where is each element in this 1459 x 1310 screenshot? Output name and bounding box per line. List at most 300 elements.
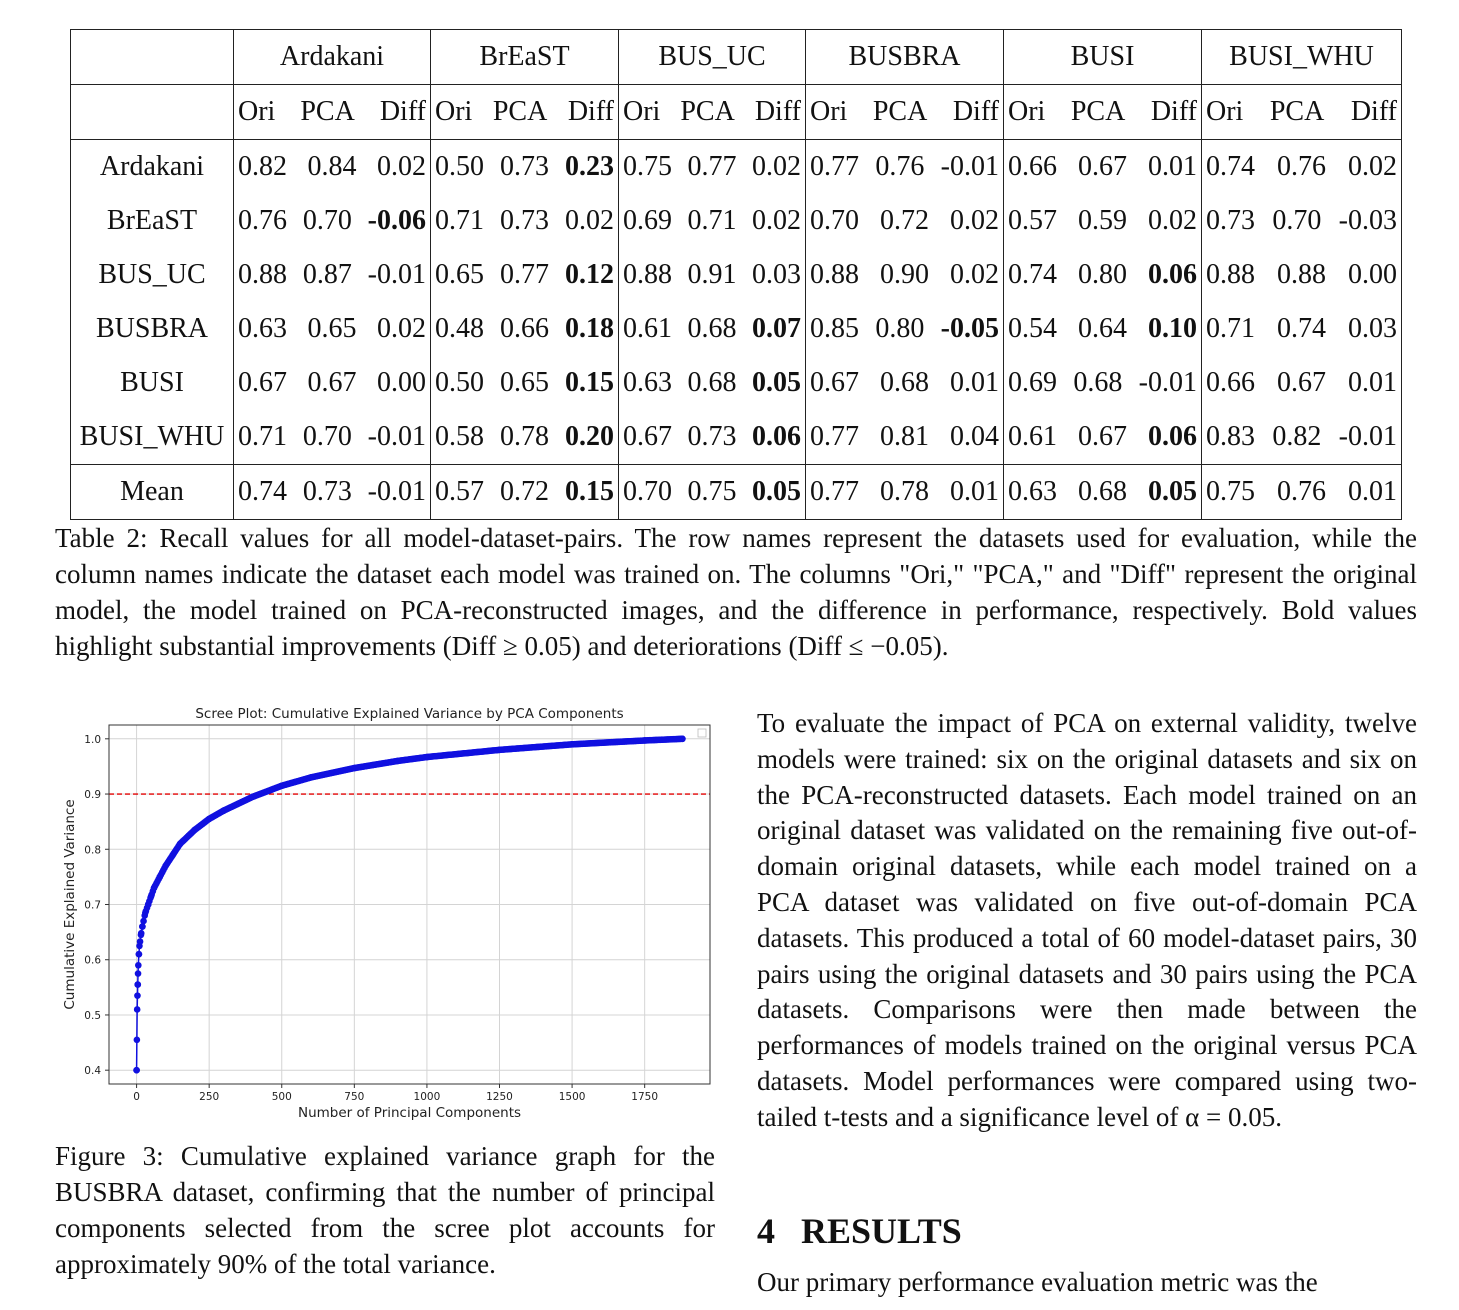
section-title: RESULTS <box>801 1211 962 1251</box>
diff-value: 0.03 <box>752 259 801 290</box>
pca-value: 0.74 <box>1277 313 1326 344</box>
pca-value: 0.76 <box>1277 151 1326 182</box>
value-group <box>234 356 431 410</box>
diff-value: 0.02 <box>752 151 801 182</box>
pca-value: 0.78 <box>880 476 929 507</box>
subheader-label: PCA <box>680 96 735 127</box>
corner-cell <box>71 30 234 85</box>
pca-value: 0.70 <box>302 421 352 452</box>
y-tick-label: 0.8 <box>84 844 101 857</box>
pca-value: 0.81 <box>880 421 929 452</box>
pca-value: 0.76 <box>1277 476 1326 507</box>
y-tick-label: 0.5 <box>84 1009 101 1022</box>
pca-value: 0.72 <box>500 476 549 507</box>
pca-value: 0.67 <box>307 367 357 398</box>
ori-value: 0.63 <box>238 313 287 344</box>
value-triplet <box>431 313 618 345</box>
value-group <box>1004 410 1202 465</box>
subheader-label: Diff <box>1150 96 1197 127</box>
value-group <box>431 465 619 520</box>
diff-value: -0.06 <box>367 205 426 236</box>
value-group <box>806 194 1004 248</box>
diff-value: 0.07 <box>752 313 801 344</box>
table-row <box>71 302 1402 356</box>
ori-value: 0.75 <box>623 151 672 182</box>
ori-value: 0.61 <box>623 313 672 344</box>
ori-value: 0.74 <box>1206 151 1255 182</box>
diff-value: 0.04 <box>950 421 999 452</box>
diff-value: 0.02 <box>752 205 801 236</box>
value-triplet <box>234 476 430 508</box>
pca-value: 0.72 <box>880 205 929 236</box>
pca-value: 0.71 <box>687 205 737 236</box>
x-axis-label: Number of Principal Components <box>297 1105 522 1121</box>
pca-value: 0.73 <box>302 476 352 507</box>
data-point <box>135 962 142 969</box>
pca-value: 0.64 <box>1078 313 1127 344</box>
diff-value: 0.15 <box>565 476 614 507</box>
ori-value: 0.71 <box>1206 313 1255 344</box>
ori-value: 0.74 <box>1008 259 1057 290</box>
subheader-group <box>619 85 806 140</box>
value-group <box>806 140 1004 195</box>
ori-value: 0.71 <box>238 421 287 452</box>
subheader-label: Ori <box>435 96 473 127</box>
value-group <box>806 410 1004 465</box>
value-group <box>619 302 806 356</box>
value-triplet <box>1202 421 1401 453</box>
section-heading <box>757 1210 962 1252</box>
ori-value: 0.85 <box>810 313 859 344</box>
value-triplet <box>234 367 430 399</box>
data-point <box>134 1037 141 1044</box>
diff-value: 0.23 <box>565 151 614 182</box>
pca-value: 0.67 <box>1277 367 1326 398</box>
ori-value: 0.73 <box>1206 205 1255 236</box>
value-group <box>619 194 806 248</box>
pca-value: 0.84 <box>307 151 357 182</box>
y-tick-label: 0.6 <box>84 954 101 967</box>
row-name: Mean <box>71 465 234 520</box>
data-point <box>134 992 141 999</box>
value-group <box>431 248 619 302</box>
subheader-label: PCA <box>1070 96 1126 127</box>
body-paragraph: To evaluate the impact of PCA on external validity, twelve models were trained: six on the original datasets and six on the PCA-reconstructed datasets. Each model trained on an original dataset was validated on the remaining five out-of-domain original datasets, while each model trained on a PCA dataset was validated on five out-of-domain PCA datasets. This produced a total of 60 model-dataset pairs, 30 pairs using the original datasets and 30 pairs using the PCA datasets. Comparisons were then made between the performances of models trained on the original versus PCA datasets. Model performances were compared using two-tailed t-tests and a significance level of α = 0.05. <box>757 708 1417 1132</box>
value-triplet <box>431 476 618 508</box>
value-triplet <box>806 476 1003 508</box>
subheader-label: PCA <box>872 96 928 127</box>
value-triplet <box>806 205 1003 237</box>
value-group <box>1202 356 1402 410</box>
diff-value: 0.02 <box>377 313 426 344</box>
ori-value: 0.74 <box>238 476 287 507</box>
row-name: BUSI_WHU <box>71 410 234 465</box>
pca-value: 0.67 <box>1078 421 1127 452</box>
diff-value: -0.01 <box>1338 421 1397 452</box>
value-group <box>431 302 619 356</box>
mean-row <box>71 465 1402 520</box>
ori-value: 0.69 <box>623 205 672 236</box>
train-set-header: BrEaST <box>431 30 619 85</box>
row-name: BrEaST <box>71 194 234 248</box>
diff-value: 0.02 <box>377 151 426 182</box>
value-group <box>619 465 806 520</box>
pca-value: 0.68 <box>687 367 737 398</box>
pca-value: 0.65 <box>307 313 357 344</box>
pca-value: 0.88 <box>1277 259 1326 290</box>
value-group <box>1202 465 1402 520</box>
value-group <box>234 140 431 195</box>
diff-value: 0.18 <box>565 313 614 344</box>
ori-value: 0.63 <box>1008 476 1057 507</box>
value-triplet <box>1004 367 1201 399</box>
figure-caption: Figure 3: Cumulative explained variance graph for the BUSBRA dataset, confirming that the number of principal components selected from the scree plot accounts for approximately 90% of the total variance. <box>55 1141 715 1279</box>
table-row <box>71 140 1402 195</box>
pca-value: 0.80 <box>1078 259 1127 290</box>
x-tick-label: 1000 <box>413 1091 441 1103</box>
data-point <box>136 951 143 958</box>
value-group <box>431 410 619 465</box>
recall-table <box>70 29 1402 520</box>
value-group <box>1202 194 1402 248</box>
ori-value: 0.48 <box>435 313 484 344</box>
value-triplet <box>1202 476 1401 508</box>
value-group <box>1004 248 1202 302</box>
value-triplet <box>431 205 618 237</box>
pca-value: 0.67 <box>1078 151 1127 182</box>
pca-value: 0.73 <box>500 205 549 236</box>
pca-value: 0.78 <box>500 421 549 452</box>
diff-value: -0.01 <box>367 259 426 290</box>
train-set-header: BUS_UC <box>619 30 806 85</box>
table-row <box>71 410 1402 465</box>
value-group <box>806 465 1004 520</box>
diff-value: 0.06 <box>752 421 801 452</box>
train-set-header: BUSI <box>1004 30 1202 85</box>
pca-value: 0.77 <box>500 259 549 290</box>
value-triplet <box>1202 205 1401 237</box>
pca-value: 0.70 <box>1272 205 1322 236</box>
subheader-triplet <box>806 96 1003 128</box>
value-triplet <box>806 313 1003 345</box>
value-group <box>619 410 806 465</box>
data-point <box>133 1067 140 1074</box>
diff-value: 0.12 <box>565 259 614 290</box>
subheader-label: Diff <box>754 96 801 127</box>
value-triplet <box>1202 151 1401 183</box>
subheader-label: Ori <box>238 96 276 127</box>
ori-value: 0.65 <box>435 259 484 290</box>
value-group <box>619 140 806 195</box>
ori-value: 0.57 <box>1008 205 1057 236</box>
value-triplet <box>1202 367 1401 399</box>
train-set-header: Ardakani <box>234 30 431 85</box>
pca-value: 0.90 <box>880 259 929 290</box>
pca-value: 0.59 <box>1078 205 1127 236</box>
subheader-label: Diff <box>952 96 999 127</box>
subheader-label: PCA <box>1269 96 1325 127</box>
pca-value: 0.73 <box>687 421 737 452</box>
ori-value: 0.88 <box>238 259 287 290</box>
value-group <box>234 248 431 302</box>
value-triplet <box>234 205 430 237</box>
subheader-label: PCA <box>300 96 355 127</box>
diff-value: -0.01 <box>367 476 426 507</box>
diff-value: 0.00 <box>377 367 426 398</box>
value-group <box>431 194 619 248</box>
ori-value: 0.88 <box>1206 259 1255 290</box>
ori-value: 0.67 <box>623 421 672 452</box>
ori-value: 0.57 <box>435 476 484 507</box>
ori-value: 0.67 <box>810 367 859 398</box>
diff-value: 0.00 <box>1348 259 1397 290</box>
data-point <box>679 736 686 743</box>
data-point <box>138 930 145 937</box>
value-triplet <box>619 476 805 508</box>
value-triplet <box>619 151 805 183</box>
data-point <box>140 918 147 925</box>
value-group <box>806 302 1004 356</box>
diff-value: 0.02 <box>1348 151 1397 182</box>
subheader-group <box>806 85 1004 140</box>
value-triplet <box>1202 313 1401 345</box>
x-tick-label: 0 <box>133 1091 140 1103</box>
subheader-triplet <box>1202 96 1401 128</box>
value-group <box>234 410 431 465</box>
table-row <box>71 194 1402 248</box>
x-tick-label: 1500 <box>558 1091 586 1103</box>
value-group <box>1004 356 1202 410</box>
ori-value: 0.75 <box>1206 476 1255 507</box>
header-row <box>71 30 1402 85</box>
pca-value: 0.76 <box>875 151 925 182</box>
pca-value: 0.68 <box>1073 367 1123 398</box>
subheader-label: Ori <box>1008 96 1046 127</box>
results-paragraph: Our primary performance evaluation metric was the <box>757 1267 1318 1297</box>
value-triplet <box>619 259 805 291</box>
value-group <box>619 356 806 410</box>
ori-value: 0.70 <box>810 205 859 236</box>
row-name: BUS_UC <box>71 248 234 302</box>
subheader-group <box>1004 85 1202 140</box>
diff-value: -0.01 <box>367 421 426 452</box>
diff-value: 0.02 <box>950 205 999 236</box>
diff-value: 0.15 <box>565 367 614 398</box>
subheader-group <box>234 85 431 140</box>
subheader-row <box>71 85 1402 140</box>
x-tick-label: 1250 <box>486 1091 513 1103</box>
train-set-header: BUSI_WHU <box>1202 30 1402 85</box>
diff-value: 0.20 <box>565 421 614 452</box>
ori-value: 0.50 <box>435 151 484 182</box>
subheader-label: Diff <box>567 96 614 127</box>
subheader-triplet <box>619 96 805 128</box>
value-group <box>806 248 1004 302</box>
ori-value: 0.77 <box>810 151 859 182</box>
pca-value: 0.77 <box>687 151 737 182</box>
value-triplet <box>234 259 430 291</box>
subheader-triplet <box>234 96 430 128</box>
diff-value: 0.01 <box>950 367 999 398</box>
ori-value: 0.67 <box>238 367 287 398</box>
value-triplet <box>619 367 805 399</box>
table-caption: Table 2: Recall values for all model-dataset-pairs. The row names represent the datasets used for evaluation, while the column names indicate the dataset each model was trained on. The columns "Ori," "PCA," and "Diff" represent the original model, the model trained on PCA-reconstructed images, and the difference in performance, respectively. Bold values highlight substantial improvements (Diff ≥ 0.05) and deteriorations (Diff ≤ −0.05). <box>55 523 1417 661</box>
ori-value: 0.66 <box>1008 151 1057 182</box>
value-triplet <box>806 151 1003 183</box>
value-triplet <box>431 259 618 291</box>
pca-value: 0.91 <box>687 259 737 290</box>
x-tick-label: 750 <box>344 1091 365 1103</box>
value-triplet <box>806 259 1003 291</box>
x-tick-label: 500 <box>271 1091 292 1103</box>
value-triplet <box>431 151 618 183</box>
value-group <box>431 356 619 410</box>
ori-value: 0.77 <box>810 421 859 452</box>
value-triplet <box>1004 151 1201 183</box>
subheader-label: Ori <box>623 96 661 127</box>
row-name: BUSI <box>71 356 234 410</box>
pca-value: 0.68 <box>880 367 929 398</box>
value-group <box>234 465 431 520</box>
value-triplet <box>1004 259 1201 291</box>
legend-box <box>698 729 706 737</box>
value-group <box>1202 410 1402 465</box>
diff-value: 0.06 <box>1148 421 1197 452</box>
value-triplet <box>1004 205 1201 237</box>
pca-value: 0.70 <box>302 205 352 236</box>
subheader-label: Ori <box>1206 96 1244 127</box>
subheader-label: Ori <box>810 96 848 127</box>
x-tick-label: 1750 <box>631 1091 659 1103</box>
value-triplet <box>431 367 618 399</box>
value-group <box>234 194 431 248</box>
pca-value: 0.68 <box>1078 476 1127 507</box>
diff-value: 0.01 <box>950 476 999 507</box>
ori-value: 0.83 <box>1206 421 1255 452</box>
diff-value: 0.06 <box>1148 259 1197 290</box>
pca-value: 0.80 <box>875 313 925 344</box>
diff-value: 0.01 <box>1148 151 1197 182</box>
value-triplet <box>234 421 430 453</box>
diff-value: 0.02 <box>1148 205 1197 236</box>
pca-value: 0.65 <box>500 367 549 398</box>
ori-value: 0.76 <box>238 205 287 236</box>
y-tick-label: 0.7 <box>84 899 101 912</box>
subheader-label: PCA <box>492 96 548 127</box>
data-point <box>139 923 146 930</box>
subheader-label: Diff <box>1350 96 1397 127</box>
pca-value: 0.66 <box>500 313 549 344</box>
train-set-header: BUSBRA <box>806 30 1004 85</box>
pca-value: 0.82 <box>1272 421 1322 452</box>
data-point <box>134 981 141 988</box>
diff-value: 0.02 <box>950 259 999 290</box>
row-name: Ardakani <box>71 140 234 195</box>
diff-value: 0.10 <box>1148 313 1197 344</box>
ori-value: 0.63 <box>623 367 672 398</box>
diff-value: -0.01 <box>940 151 999 182</box>
diff-value: 0.05 <box>752 367 801 398</box>
diff-value: 0.02 <box>565 205 614 236</box>
data-point <box>137 938 144 945</box>
diff-value: -0.05 <box>940 313 999 344</box>
subheader-triplet <box>431 96 618 128</box>
value-triplet <box>619 313 805 345</box>
value-triplet <box>1004 313 1201 345</box>
value-triplet <box>234 313 430 345</box>
y-tick-label: 0.4 <box>84 1065 101 1078</box>
ori-value: 0.58 <box>435 421 484 452</box>
value-group <box>1004 194 1202 248</box>
diff-value: 0.01 <box>1348 367 1397 398</box>
subheader-label: Diff <box>379 96 426 127</box>
y-tick-label: 1.0 <box>84 733 101 746</box>
value-group <box>619 248 806 302</box>
value-triplet <box>431 421 618 453</box>
value-group <box>1004 302 1202 356</box>
value-group <box>1202 302 1402 356</box>
value-group <box>1004 140 1202 195</box>
value-triplet <box>1202 259 1401 291</box>
value-group <box>1202 248 1402 302</box>
data-point <box>134 1006 141 1013</box>
value-group <box>1202 140 1402 195</box>
pca-value: 0.68 <box>687 313 737 344</box>
corner-cell <box>71 85 234 140</box>
y-axis-label: Cumulative Explained Variance <box>62 799 78 1010</box>
ori-value: 0.71 <box>435 205 484 236</box>
diff-value: -0.01 <box>1138 367 1197 398</box>
pca-value: 0.75 <box>687 476 737 507</box>
table-row <box>71 248 1402 302</box>
pca-value: 0.87 <box>302 259 352 290</box>
pca-value: 0.73 <box>500 151 549 182</box>
ori-value: 0.61 <box>1008 421 1057 452</box>
value-triplet <box>806 367 1003 399</box>
diff-value: -0.03 <box>1338 205 1397 236</box>
value-group <box>234 302 431 356</box>
subheader-triplet <box>1004 96 1201 128</box>
ori-value: 0.77 <box>810 476 859 507</box>
ori-value: 0.70 <box>623 476 672 507</box>
data-point <box>135 970 142 977</box>
value-triplet <box>806 421 1003 453</box>
x-tick-label: 250 <box>199 1091 220 1103</box>
ori-value: 0.82 <box>238 151 287 182</box>
value-triplet <box>234 151 430 183</box>
ori-value: 0.50 <box>435 367 484 398</box>
chart-title: Scree Plot: Cumulative Explained Variance by PCA Components <box>195 706 624 722</box>
row-name: BUSBRA <box>71 302 234 356</box>
ori-value: 0.54 <box>1008 313 1057 344</box>
ori-value: 0.66 <box>1206 367 1255 398</box>
value-group <box>806 356 1004 410</box>
table-row <box>71 356 1402 410</box>
value-triplet <box>619 421 805 453</box>
value-triplet <box>619 205 805 237</box>
diff-value: 0.01 <box>1348 476 1397 507</box>
diff-value: 0.05 <box>752 476 801 507</box>
section-number: 4 <box>757 1211 775 1251</box>
scree-plot <box>55 700 720 1130</box>
value-triplet <box>1004 421 1201 453</box>
subheader-group <box>431 85 619 140</box>
y-tick-label: 0.9 <box>84 789 101 802</box>
ori-value: 0.88 <box>810 259 859 290</box>
value-group <box>431 140 619 195</box>
value-group <box>1004 465 1202 520</box>
subheader-group <box>1202 85 1402 140</box>
